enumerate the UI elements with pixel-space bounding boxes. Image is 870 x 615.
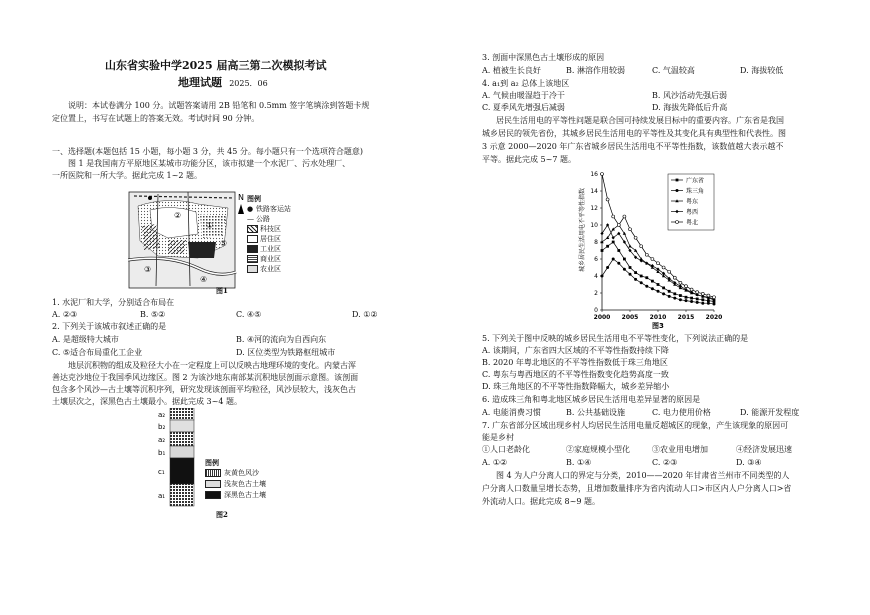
data-point [679, 281, 682, 284]
q4-option-c: C. 夏季风先增强后减弱 [482, 103, 565, 112]
q7-factor-4: ④经济发展迅速 [736, 445, 792, 454]
figure-3-caption: 图3 [652, 322, 664, 330]
q4-option-d: D. 海拔先降低后升高 [652, 103, 728, 112]
data-point [601, 249, 604, 252]
data-point [673, 276, 676, 279]
north-arrow-icon [238, 204, 244, 214]
station-marker [148, 196, 152, 200]
q6-option-d: D. 能源开发程度 [740, 408, 800, 417]
intro8-line-2: 户分离人口数量呈增长态势，且增加数量排序为省内流动人口>市区内人户分离人口>省 [482, 484, 792, 493]
page-title: 山东省实验中学2025 届高三第二次模拟考试 [105, 59, 327, 72]
q2-option-d: D. 区位类型为铁路枢纽城市 [236, 348, 336, 357]
data-point [679, 294, 682, 297]
data-point [673, 297, 676, 300]
q1-option-b: B. ⑤② [140, 310, 166, 319]
data-point [657, 283, 660, 286]
data-point [668, 270, 671, 273]
data-point [690, 300, 693, 303]
q2-option-c: C. ⑤适合布局重化工企业 [52, 348, 143, 357]
data-point [673, 292, 676, 295]
marker-3: ③ [144, 265, 152, 274]
q1-option-d: D. ①② [352, 310, 378, 319]
q1-option-c: C. ④⑤ [236, 310, 262, 319]
q7-option-a: A. ①② [482, 458, 508, 467]
q5-stem: 5. 下列关于图中反映的城乡居民生活用电不平等性变化，下列说法正确的是 [482, 334, 749, 343]
layer-label-a2-top: a₂ [158, 411, 166, 419]
y-axis-label: 城乡居民生活用电不平等性指数 [579, 187, 586, 272]
data-point [657, 290, 660, 293]
q6-stem: 6. 造成珠三角和粤北地区城乡居民生活用电差异显著的原因是 [482, 395, 701, 404]
series-line [602, 259, 714, 304]
fig1-legend-title: 图例 [247, 194, 261, 203]
legend-label: 粤西 [686, 209, 699, 216]
y-tick-label: 8 [594, 239, 598, 246]
data-point [612, 227, 615, 230]
y-tick-label: 16 [590, 171, 598, 178]
legend-label: 广东省 [686, 177, 705, 185]
page-subtitle [178, 74, 268, 90]
q2-option-b: B. ④河的流向为自西向东 [236, 335, 327, 344]
data-point [657, 262, 660, 265]
q5-option-a: A. 该期间，广东省四大区域的不平等性指数持续下降 [482, 346, 669, 355]
marker-5: ⑤ [220, 239, 228, 248]
data-point [601, 275, 604, 278]
x-tick-label: 2010 [649, 314, 667, 321]
q7-option-b: B. ①④ [566, 458, 592, 467]
subject-title: 地理试题 [178, 76, 222, 89]
legend-station: ● 铁路客运站 [247, 205, 291, 213]
data-point [617, 262, 620, 265]
layer-label-a1: a₁ [158, 492, 166, 500]
q5-option-c: C. 粤东与粤西地区的不平等性指数变化趋势高度一致 [482, 370, 669, 379]
q7-option-d: D. ③④ [736, 458, 762, 467]
data-point [696, 298, 699, 301]
data-point [634, 278, 637, 281]
legend-label: 粤北 [686, 219, 699, 227]
intro3-line-3: 包含多个风沙—古土壤等沉积序列，研究发现该剖面平均粒径，风沙层较大，浅灰色古 [52, 385, 356, 394]
layer-label-c1: c₁ [158, 468, 165, 476]
data-point [617, 249, 620, 252]
q7-factor-1: ①人口老龄化 [482, 445, 530, 454]
data-point [713, 296, 716, 299]
data-point [629, 266, 632, 269]
data-point [696, 291, 699, 294]
q2-stem: 2. 下列关于该城市叙述正确的是 [52, 322, 167, 331]
section-heading: 一、选择题(本题包括 15 小题，每小题 3 分，共 45 分。每小题只有一个选项符合题意) [52, 147, 363, 156]
data-point [634, 236, 637, 239]
q7-stem-2: 能是乡村 [482, 433, 514, 442]
y-tick-label: 12 [590, 205, 598, 212]
data-point [640, 275, 643, 278]
data-point [685, 285, 688, 288]
figure-3 [576, 168, 736, 332]
north-label: N [238, 193, 244, 202]
data-point [713, 303, 716, 306]
data-point [707, 302, 710, 305]
data-point [662, 266, 665, 269]
q1-stem: 1. 水泥厂和大学，分别适合布局在 [52, 298, 175, 307]
data-point [676, 189, 679, 192]
legend-residential: 居住区 [247, 234, 317, 244]
figure-2 [158, 408, 208, 508]
data-point [685, 296, 688, 299]
x-tick-label: 2020 [705, 314, 723, 321]
data-point [623, 258, 626, 261]
data-point [640, 245, 643, 248]
data-point [629, 228, 632, 231]
x-tick-label: 2015 [677, 314, 695, 321]
intro3-line-1: 地层沉积物的组成及粒径大小在一定程度上可以反映古地理环境的变化。内蒙古浑 [68, 361, 356, 370]
intro1-line-1: 图 1 是我国南方平原地区某城市功能分区，该市拟建一个水泥厂、污水处理厂、 [68, 159, 351, 168]
x-tick-label: 2000 [593, 314, 611, 321]
legend-agricultural: 农业区 [247, 264, 317, 274]
data-point [629, 273, 632, 276]
fig2-legend-title: 图例 [205, 458, 219, 467]
y-tick-label: 10 [590, 222, 598, 229]
legend-dark-soil: 深黑色古土壤 [205, 490, 266, 501]
data-point [612, 215, 615, 218]
data-point [606, 198, 609, 201]
intro5-line-1: 居民生活用电的平等性问题是联合国可持续发展目标中的重要内容。广东省是我国 [496, 116, 784, 125]
q3-stem: 3. 剖面中深黑色古土壤形成的原因 [482, 53, 605, 62]
data-point [679, 298, 682, 301]
y-tick-label: 0 [594, 307, 598, 314]
data-point [601, 173, 604, 176]
intro3-line-2: 善达克沙地位于我国季风边缘区。图 2 为该沙地东南部某沉积地层剖面示意图。该剖面 [52, 373, 359, 382]
data-point [617, 224, 620, 227]
q3-option-a: A. 植被生长良好 [482, 66, 541, 75]
data-point [645, 285, 648, 288]
q5-option-b: B. 2020 年粤北地区的不平等性指数低于珠三角地区 [482, 358, 668, 367]
intro8-line-3: 外流动人口。据此完成 8~9 题。 [482, 497, 600, 506]
data-point [668, 290, 671, 293]
legend-tech: 科技区 [247, 224, 317, 234]
data-point [676, 179, 679, 182]
legend-sand: 灰黄色风沙 [205, 468, 266, 479]
figure-1-caption: 图1 [216, 286, 228, 295]
layer-label-a2: a₂ [158, 436, 166, 444]
figure-2-legend [205, 457, 266, 501]
q7-option-c: C. ②③ [652, 458, 678, 467]
q3-option-c: C. 气温较高 [652, 66, 695, 75]
q7-factor-3: ③农业用电增加 [652, 445, 708, 454]
data-point [640, 281, 643, 284]
legend-light-soil: 浅灰色古土壤 [205, 479, 266, 490]
data-point [690, 288, 693, 291]
q1-option-a: A. ②③ [52, 310, 78, 319]
data-point [628, 244, 631, 247]
legend-industrial: 工业区 [247, 244, 317, 254]
intro5-line-4: 平等。据此完成 5~7 题。 [482, 155, 576, 164]
q3-option-b: B. 淋溶作用较弱 [566, 66, 625, 75]
exam-date: 2025．06 [229, 79, 268, 88]
data-point [606, 266, 609, 269]
data-point [634, 249, 637, 252]
data-point [623, 215, 626, 218]
stratum-column [158, 408, 208, 508]
q4-option-b: B. 风沙活动先强后弱 [652, 91, 727, 100]
data-point [707, 294, 710, 297]
marker-1: ① [206, 221, 214, 230]
data-point [668, 295, 671, 298]
q4-stem: 4. a₁到 a₂ 总体上该地区 [482, 79, 570, 88]
marker-2: ② [174, 211, 182, 220]
figure-2-caption: 图2 [216, 510, 228, 519]
data-point [701, 298, 704, 301]
data-point [606, 245, 609, 248]
data-point [676, 221, 679, 224]
data-point [651, 280, 654, 283]
data-point [645, 276, 648, 279]
q2-option-a: A. 是超级特大城市 [52, 335, 119, 344]
data-point [651, 258, 654, 261]
q7-factor-2: ②家庭规模小型化 [566, 445, 630, 454]
q6-option-a: A. 电能消费习惯 [482, 408, 541, 417]
data-point [634, 271, 637, 274]
data-point [690, 297, 693, 300]
data-point [701, 302, 704, 305]
data-point [651, 287, 654, 290]
q7-stem: 7. 广东省部分区域出现乡村人均居民生活用电量反超城区的现象，产生该现象的原因可 [482, 421, 789, 430]
chart-legend [668, 174, 714, 230]
y-tick-label: 14 [590, 188, 598, 195]
instructions-line-2: 定位置上，书写在试题上的答案无效。考试时间 90 分钟。 [52, 114, 260, 123]
instructions-line-1: 说明：本试卷满分 100 分。试题答案请用 2B 铅笔和 0.5mm 签字笔填涂到答题卡规 [68, 101, 370, 110]
legend-road: — 公路 [247, 215, 270, 223]
q4-option-a: A. 气候由暖湿趋于冷干 [482, 91, 565, 100]
y-tick-label: 6 [594, 256, 598, 263]
q3-option-d: D. 海拔较低 [740, 66, 784, 75]
data-point [612, 258, 615, 261]
line-chart [576, 168, 736, 332]
y-tick-label: 2 [594, 290, 598, 297]
intro1-line-2: 一所医院和一所大学。据此完成 1~2 题。 [52, 171, 202, 180]
q5-option-d: D. 珠三角地区的不平等性指数降幅大，城乡差异缩小 [482, 382, 670, 391]
data-point [645, 253, 648, 256]
data-point [623, 268, 626, 271]
legend-label: 珠三角 [686, 188, 705, 195]
data-point [701, 292, 704, 295]
intro3-line-4: 土壤层次之，深黑色古土壤最小。据此完成 3~4 题。 [52, 397, 242, 406]
intro5-line-2: 城乡居民的领先省份，其城乡居民生活用电的平等性及其变化具有典型性和代表性。图 [482, 129, 786, 138]
legend-commercial: 商业区 [247, 254, 317, 264]
x-tick-label: 2005 [621, 314, 639, 321]
legend-label: 粤东 [686, 198, 699, 206]
marker-4: ④ [200, 275, 208, 284]
layer-label-b2: b₂ [158, 423, 166, 431]
data-point [662, 292, 665, 295]
data-point [685, 299, 688, 302]
data-point [696, 301, 699, 304]
intro5-line-3: 3 示意 2000—2020 年广东省城乡居民生活用电不平等性指数，该数值越大表示越不 [482, 142, 784, 151]
y-tick-label: 4 [594, 273, 598, 280]
data-point [662, 287, 665, 290]
q6-option-c: C. 电力使用价格 [652, 408, 711, 417]
q6-option-b: B. 公共基础设施 [566, 408, 625, 417]
figure-1-legend [247, 194, 317, 274]
intro8-line-1: 图 4 为人户分离人口的界定与分类，2010——2020 年甘肃省兰州市不同类型的人 [496, 471, 790, 480]
data-point [612, 241, 615, 244]
layer-label-b1: b₁ [158, 449, 166, 457]
